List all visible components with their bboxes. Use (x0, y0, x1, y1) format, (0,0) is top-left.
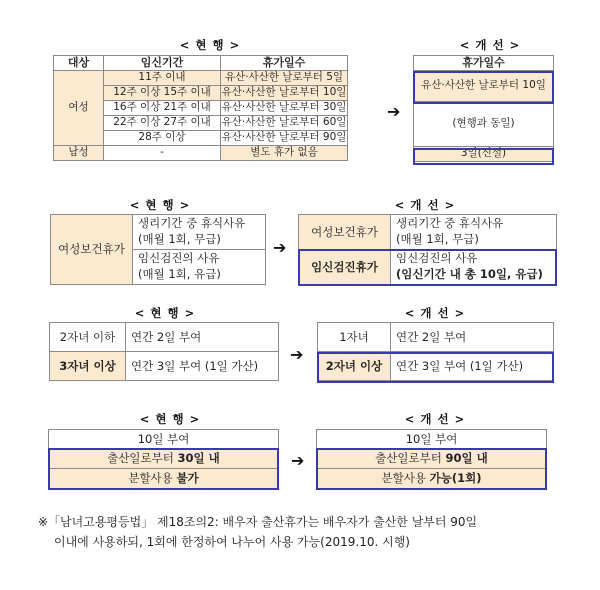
womens-health-leave-label: 여성보건휴가 (51, 215, 133, 285)
header-target: 대상 (54, 56, 104, 71)
section3-improved-title: < 개 선 > (404, 306, 466, 320)
section1-improved-title: < 개 선 > (459, 38, 521, 52)
reason-cell (133, 215, 266, 250)
section2-improved-table (298, 214, 557, 285)
leave-days: 10일 부여 (317, 430, 547, 449)
section4-improved-title: < 개 선 > (404, 412, 466, 426)
children-label: 2자녀 이하 (50, 323, 126, 352)
arrow-icon: ➔ (290, 345, 304, 364)
header-days: 휴가일수 (414, 56, 554, 71)
male-days: 별도 휴가 없음 (221, 146, 348, 161)
split-usage (317, 469, 547, 489)
split-usage-prefix: 분할사용 (381, 471, 430, 486)
children-label: 2자녀 이상 (318, 352, 391, 381)
days-value: 연간 2일 부여 (126, 323, 279, 352)
children-label: 1자녀 (318, 323, 391, 352)
days-cell: 유산·사산한 날로부터 90일 (221, 131, 348, 146)
section4-current-table (48, 429, 279, 489)
days-value: 연간 3일 부여 (1일 가산) (126, 352, 279, 381)
section2-current-table (50, 214, 266, 285)
reason-line: (임신기간 내 총 10일, 유급) (396, 267, 543, 281)
usage-period-prefix: 출산일로부터 (107, 451, 178, 466)
usage-period-prefix: 출산일로부터 (375, 451, 446, 466)
section3-current-table (49, 322, 279, 381)
improved-days-row: 유산·사산한 날로부터 10일 (414, 71, 554, 102)
days-cell: 유산·사산한 날로부터 10일 (221, 86, 348, 101)
reason-line: (매월 1회, 유급) (138, 267, 221, 281)
period-cell: 12주 이상 15주 이내 (104, 86, 221, 101)
days-value: 연간 3일 부여 (1일 가산) (391, 352, 554, 381)
footnote-line-1: ※「남녀고용평등법」 제18조의2: 배우자 출산휴가는 배우자가 출산한 날부터 90일 (38, 515, 478, 529)
split-usage (49, 469, 279, 489)
male-label: 남성 (54, 146, 104, 161)
section1-current-title: < 현 행 > (179, 38, 241, 52)
reason-cell (391, 250, 557, 285)
reason-cell (133, 250, 266, 285)
usage-period-value: 30일 내 (177, 451, 220, 466)
same-as-current: (현행과 동일) (414, 102, 554, 147)
footnote-line-2: 이내에 사용하되, 1회에 한정하여 나누어 사용 가능(2019.10. 시행) (54, 535, 410, 550)
section4-improved-table (316, 429, 547, 489)
usage-period (317, 449, 547, 469)
reason-line: (매월 1회, 무급) (138, 232, 221, 246)
children-label: 3자녀 이상 (50, 352, 126, 381)
arrow-icon: ➔ (273, 238, 287, 257)
reason-line: 임신검진의 사유 (396, 251, 478, 266)
header-days: 휴가일수 (221, 56, 348, 71)
reason-line: 임신검진의 사유 (138, 251, 220, 266)
leave-days: 10일 부여 (49, 430, 279, 449)
header-period: 임신기간 (104, 56, 221, 71)
usage-period-value: 90일 내 (445, 451, 488, 466)
period-cell: 22주 이상 27주 이내 (104, 116, 221, 131)
section1-improved-table (413, 55, 554, 162)
usage-period (49, 449, 279, 469)
reason-line: (매월 1회, 무급) (396, 232, 479, 246)
prenatal-checkup-leave-label: 임신검진휴가 (299, 250, 391, 285)
split-usage-prefix: 분할사용 (128, 471, 177, 486)
days-cell: 유산·사산한 날로부터 30일 (221, 101, 348, 116)
section3-improved-table (317, 322, 554, 381)
male-period: - (104, 146, 221, 161)
section4-current-title: < 현 행 > (139, 412, 201, 426)
reason-line: 생리기간 중 휴식사유 (396, 216, 504, 231)
womens-health-leave-label: 여성보건휴가 (299, 215, 391, 250)
days-cell: 유산·사산한 날로부터 60일 (221, 116, 348, 131)
reason-cell (391, 215, 557, 250)
arrow-icon: ➔ (387, 102, 401, 121)
section2-improved-title: < 개 선 > (394, 198, 456, 212)
section2-current-title: < 현 행 > (129, 198, 191, 212)
female-label: 여성 (54, 71, 104, 146)
split-usage-value: 가능(1회) (429, 471, 482, 486)
arrow-icon: ➔ (291, 451, 305, 470)
footnote (38, 512, 598, 553)
section3-current-title: < 현 행 > (134, 306, 196, 320)
section1-current-table (53, 55, 348, 161)
reason-line: 생리기간 중 휴식사유 (138, 216, 246, 231)
split-usage-value: 불가 (176, 471, 199, 486)
period-cell: 11주 이내 (104, 71, 221, 86)
period-cell: 28주 이상 (104, 131, 221, 146)
period-cell: 16주 이상 21주 이내 (104, 101, 221, 116)
days-cell: 유산·사산한 날로부터 5일 (221, 71, 348, 86)
days-value: 연간 2일 부여 (391, 323, 554, 352)
male-new-days: 3일(신설) (414, 147, 554, 162)
